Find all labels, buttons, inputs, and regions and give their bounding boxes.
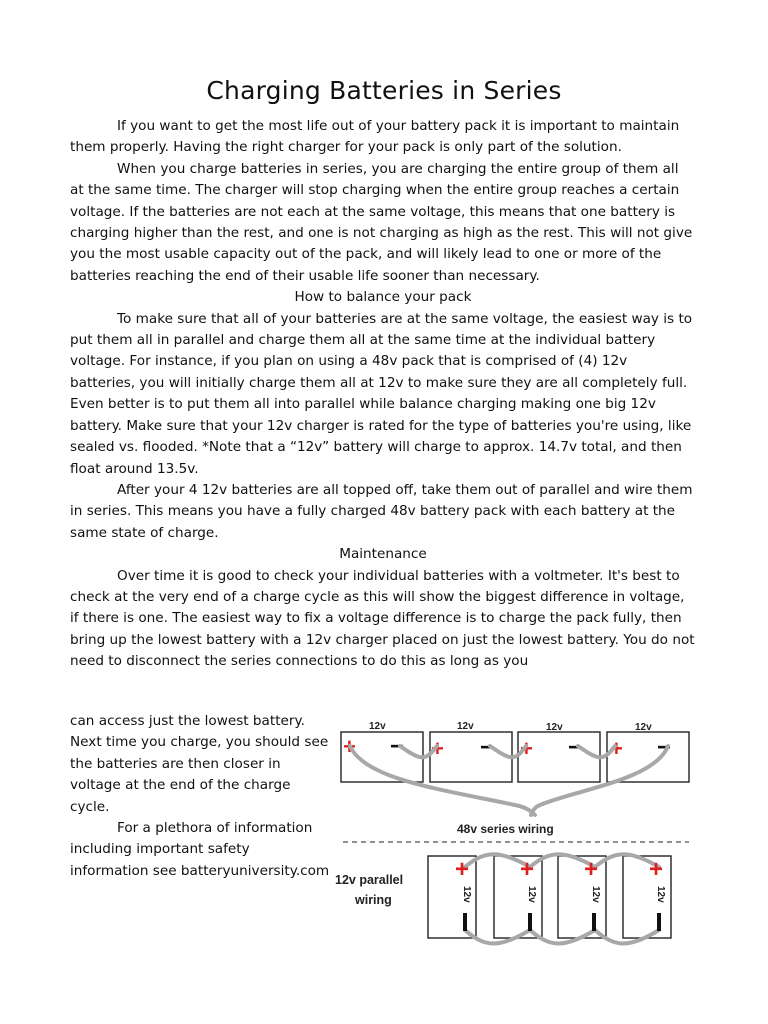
- plus-icon: +: [455, 856, 470, 883]
- minus-icon: [592, 913, 596, 931]
- plus-icon: +: [520, 736, 533, 761]
- parallel-plus-signs: [455, 856, 663, 883]
- minus-icon: −: [657, 734, 672, 761]
- section-heading: Maintenance: [339, 546, 427, 563]
- series-wiring-label: 48v series wiring: [457, 822, 554, 836]
- left-column: [70, 711, 332, 882]
- parallel-wiring-label-line2: wiring: [355, 893, 392, 907]
- voltage-label: 12v: [526, 886, 537, 903]
- intro-section: [70, 116, 696, 673]
- paragraph: If you want to get the most life out of your battery pack it is important to maintain them properly. Having the right charger for your pack is only part of the solution.: [70, 118, 680, 156]
- voltage-label: 12v: [461, 886, 472, 903]
- section-heading: How to balance your pack: [294, 289, 472, 306]
- plus-icon: +: [343, 734, 356, 759]
- page-title: Charging Batteries in Series: [206, 76, 562, 105]
- paragraph: After your 4 12v batteries are all topped off, take them out of parallel and wire them in series. This means you have a fully charged 48v battery pack with each battery at the same state of charge.: [70, 481, 693, 541]
- minus-icon: [528, 913, 532, 931]
- paragraph: Over time it is good to check your individual batteries with a voltmeter. It's best to check at the very end of a charge cycle as this will show the biggest difference in voltage, if there is one. The easiest way to fix a voltage difference is to charge the pack fully, then bring up the lowest battery with a 12v charger placed on just the lowest battery. You do not need to disconnect the series connections to do this as long as you: [70, 567, 695, 670]
- paragraph: To make sure that all of your batteries are at the same voltage, the easiest way is to put them all in parallel and charge them all at the same time at the individual battery voltage. For instance, if you plan on using a 48v pack that is comprised of (4) 12v batteries, you will initially charge them all at 12v to make sure they are all completely full. Even better is to put them all into parallel while balance charging making one big 12v battery. Make sure that your 12v charger is rated for the type of batteries you're using, like sealed vs. flooded. *Note that a “12v” battery will charge to approx. 14.7v total, and then float around 13.5v.: [70, 310, 693, 477]
- minus-icon: −: [568, 734, 583, 761]
- plus-icon: +: [431, 736, 444, 761]
- paragraph: can access just the lowest battery. Next time you charge, you should see the batteries are then closer in voltage at the end of the charge cycle.: [70, 713, 329, 815]
- paragraph: When you charge batteries in series, you are charging the entire group of them all at the same time. The charger will stop charging when the entire group reaches a certain voltage. If the batteries are not each at the same voltage, this means that one battery is charging higher than the rest, and one is not charging as high as the rest. This will not give you the most usable capacity out of the pack, and will likely lead to one or more of the batteries reaching the end of their usable life sooner than necessary.: [70, 160, 693, 284]
- parallel-minus-signs: [463, 913, 661, 931]
- voltage-label: 12v: [369, 721, 386, 732]
- plus-icon: +: [649, 856, 664, 883]
- voltage-label: 12v: [590, 886, 601, 903]
- plus-icon: +: [584, 856, 599, 883]
- plus-icon: +: [520, 856, 535, 883]
- battery-wiring-diagram: [325, 710, 695, 950]
- paragraph: For a plethora of information including important safety information see batteryuniversity.com: [70, 820, 330, 879]
- minus-icon: −: [390, 733, 405, 760]
- parallel-wiring-label-line1: 12v parallel: [335, 873, 404, 887]
- plus-icon: +: [610, 736, 623, 761]
- series-voltage-labels: [369, 721, 652, 733]
- voltage-label: 12v: [635, 722, 652, 733]
- parallel-voltage-labels: [461, 886, 666, 903]
- voltage-label: 12v: [457, 721, 474, 732]
- minus-icon: [657, 913, 661, 931]
- minus-icon: −: [480, 734, 495, 761]
- voltage-label: 12v: [546, 722, 563, 733]
- voltage-label: 12v: [655, 886, 666, 903]
- minus-icon: [463, 913, 467, 931]
